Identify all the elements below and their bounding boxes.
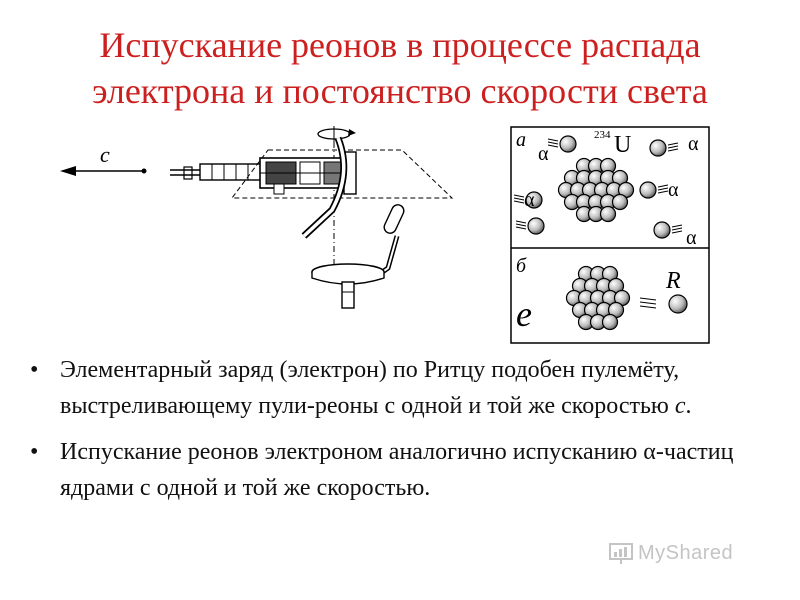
reon-label: R (666, 268, 681, 294)
bullet-marker: • (30, 439, 39, 465)
uranium-label: U (614, 132, 632, 158)
alpha-label: α (538, 143, 549, 165)
bullet-marker: • (30, 357, 39, 383)
watermark (608, 538, 768, 568)
alpha-label: α (524, 189, 535, 211)
slide-title (0, 22, 800, 114)
panel-a-label: a (516, 129, 526, 151)
title-line-1: Испускание реонов в процессе распада (99, 25, 701, 65)
velocity-arrow (60, 166, 147, 176)
nucleon (613, 195, 628, 210)
title-line-2: электрона и постоянство скорости света (92, 71, 708, 111)
bullet-1-end: . (685, 393, 692, 419)
reon-ball (669, 295, 687, 313)
panel-b-label: б (516, 255, 527, 277)
alpha-ball (650, 140, 666, 156)
alpha-label: α (668, 179, 679, 201)
seat (312, 264, 384, 308)
bullet-list (30, 352, 770, 516)
bullet-item-2 (30, 434, 770, 506)
machine-gun-figure (52, 118, 462, 328)
alpha-ball (560, 136, 576, 152)
bullet-2-end: -частиц ядрами с одной и той же скоростью. (60, 439, 734, 501)
electron-label: e (516, 294, 532, 334)
nucleon (601, 207, 616, 222)
alpha-ball (528, 218, 544, 234)
bullet-2-text: Испускание реонов электроном аналогично испусканию (60, 439, 644, 465)
uranium-mass-number: 234 (594, 129, 611, 141)
emission-figure (510, 126, 710, 344)
alpha-label: α (688, 133, 699, 155)
bullet-1-italic: с (674, 393, 686, 419)
velocity-label: c (100, 142, 110, 167)
bullet-item-1 (30, 352, 770, 424)
nucleon (603, 315, 618, 330)
alpha-ball (640, 182, 656, 198)
presentation-icon (608, 541, 634, 565)
gun-barrel (170, 164, 262, 180)
handle (377, 203, 406, 276)
alpha-label: α (686, 227, 697, 249)
bullet-2-alpha: α (643, 439, 656, 465)
bullet-1-text: Элементарный заряд (электрон) по Ритцу подобен пулемёту, выстреливающему пули-реоны с одной и той же скоростью (60, 357, 680, 419)
alpha-ball (654, 222, 670, 238)
watermark-text: MyShared (638, 541, 734, 564)
